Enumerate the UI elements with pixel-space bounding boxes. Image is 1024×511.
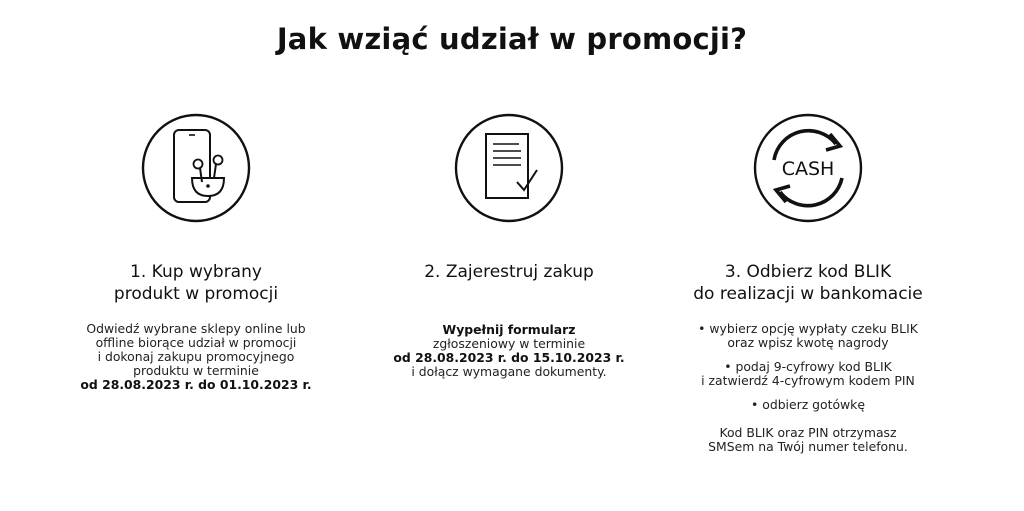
step-1-dates: od 28.08.2023 r. do 01.10.2023 r. xyxy=(80,377,312,392)
step-3-column xyxy=(658,112,958,454)
document-check-icon xyxy=(453,112,565,224)
cash-cycle-icon xyxy=(752,112,864,224)
page-title: Jak wziąć udział w promocji? xyxy=(276,22,748,56)
bullet-1: • wybierz opcję wypłaty czeku BLIK oraz wpisz kwotę nagrody xyxy=(698,321,918,350)
step-3-title: 3. Odbierz kod BLIK do realizacji w bankomacie xyxy=(693,262,923,304)
step-3-description xyxy=(698,322,918,454)
step-1-description: Odwiedź wybrane sklepy online lub offline biorące udział w promocji i dokonaj zakupu promocyjnego produktu w terminie od 28.08.2023 r. do 01.10.2023 r. xyxy=(80,321,312,392)
bullet-3: • odbierz gotówkę xyxy=(751,397,865,412)
step-2-column xyxy=(359,112,659,379)
step-3-note: Kod BLIK oraz PIN otrzymasz SMSem na Twój numer telefonu. xyxy=(708,425,908,454)
phone-earbuds-icon xyxy=(140,112,252,224)
step-2-dates: od 28.08.2023 r. do 15.10.2023 r. xyxy=(393,350,625,365)
step-1-column xyxy=(46,112,346,392)
cash-label: CASH xyxy=(781,158,835,180)
bullet-2: • podaj 9-cyfrowy kod BLIK i zatwierdź 4-cyfrowym kodem PIN xyxy=(701,359,915,388)
step-2-title: 2. Zajerestruj zakup xyxy=(424,262,594,282)
step-2-description: Wypełnij formularz zgłoszeniowy w terminie od 28.08.2023 r. do 15.10.2023 r. i dołącz wymagane dokumenty. xyxy=(393,322,625,379)
step-1-title: 1. Kup wybrany produkt w promocji xyxy=(113,262,279,304)
